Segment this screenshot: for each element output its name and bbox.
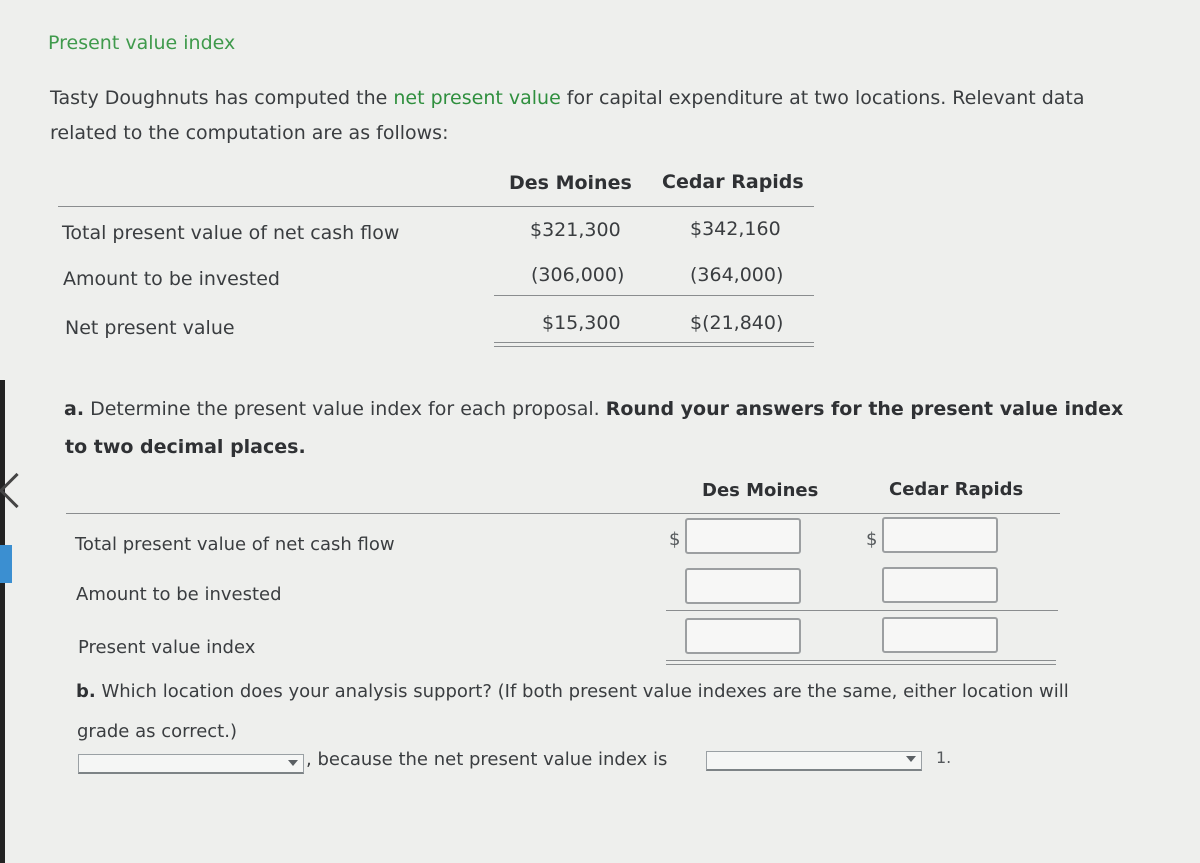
- comparison-dropdown[interactable]: [706, 751, 922, 771]
- subtotal-rule: [494, 295, 814, 296]
- intro-line-1: [50, 87, 1085, 109]
- input-des-moines-pv-index[interactable]: [685, 618, 801, 654]
- data-header-rule: [58, 206, 814, 207]
- answer-total-double-rule: [666, 660, 1056, 665]
- col-header-cedar-rapids: Cedar Rapids: [662, 171, 804, 193]
- answer-col-header-cedar-rapids: Cedar Rapids: [889, 479, 1024, 500]
- value-des-moines-npv: $15,300: [542, 312, 621, 334]
- input-cedar-rapids-invested[interactable]: [882, 567, 998, 603]
- intro-line-2: related to the computation are as follows:: [50, 122, 449, 144]
- back-chevron-icon[interactable]: [0, 473, 34, 508]
- part-b-letter: b.: [76, 681, 96, 702]
- answer-col-header-des-moines: Des Moines: [702, 480, 819, 501]
- part-a-line-2: to two decimal places.: [65, 436, 306, 458]
- answer-row-label-total-pv: Total present value of net cash flow: [75, 534, 395, 555]
- input-cedar-rapids-total-pv[interactable]: [882, 517, 998, 553]
- answer-header-rule: [66, 513, 1060, 514]
- input-des-moines-invested[interactable]: [685, 568, 801, 604]
- dollar-sign: $: [669, 529, 681, 550]
- npv-link[interactable]: net present value: [393, 87, 561, 109]
- value-des-moines-invested: (306,000): [531, 264, 625, 286]
- screen-edge: [0, 380, 5, 863]
- screen-edge-accent: [0, 545, 12, 583]
- page-title: Present value index: [48, 32, 236, 54]
- part-b-line-2: grade as correct.): [77, 721, 237, 742]
- answer-subtotal-rule: [666, 610, 1058, 611]
- part-a-text: Determine the present value index for each proposal.: [84, 398, 606, 420]
- part-b-line-1: [76, 681, 1069, 702]
- part-b-text: Which location does your analysis support? (If both present value indexes are the same, either location will: [95, 681, 1069, 702]
- answer-row-label-invested: Amount to be invested: [76, 584, 282, 605]
- total-double-rule: [494, 342, 814, 347]
- part-a-instruction: Round your answers for the present value index: [605, 398, 1124, 420]
- sentence-end-text: 1.: [936, 748, 952, 767]
- because-text: , because the net present value index is: [306, 749, 668, 770]
- input-des-moines-total-pv[interactable]: [685, 518, 801, 554]
- row-label-total-pv: Total present value of net cash flow: [62, 222, 400, 244]
- col-header-des-moines: Des Moines: [509, 172, 632, 194]
- row-label-npv: Net present value: [65, 317, 235, 339]
- value-cedar-rapids-total-pv: $342,160: [690, 218, 781, 240]
- dollar-sign: $: [866, 529, 878, 550]
- part-a-letter: a.: [64, 398, 85, 420]
- location-dropdown[interactable]: [78, 754, 304, 774]
- chevron-down-icon: [906, 756, 916, 762]
- part-a-line-1: [64, 398, 1123, 420]
- input-cedar-rapids-pv-index[interactable]: [882, 617, 998, 653]
- intro-text-2: for capital expenditure at two locations. Relevant data: [560, 87, 1085, 109]
- answer-row-label-pv-index: Present value index: [78, 637, 256, 658]
- value-cedar-rapids-npv: $(21,840): [690, 312, 784, 334]
- value-des-moines-total-pv: $321,300: [530, 219, 621, 241]
- row-label-invested: Amount to be invested: [63, 268, 280, 290]
- intro-text-1: Tasty Doughnuts has computed the: [50, 87, 394, 109]
- value-cedar-rapids-invested: (364,000): [690, 264, 784, 286]
- chevron-down-icon: [288, 760, 298, 766]
